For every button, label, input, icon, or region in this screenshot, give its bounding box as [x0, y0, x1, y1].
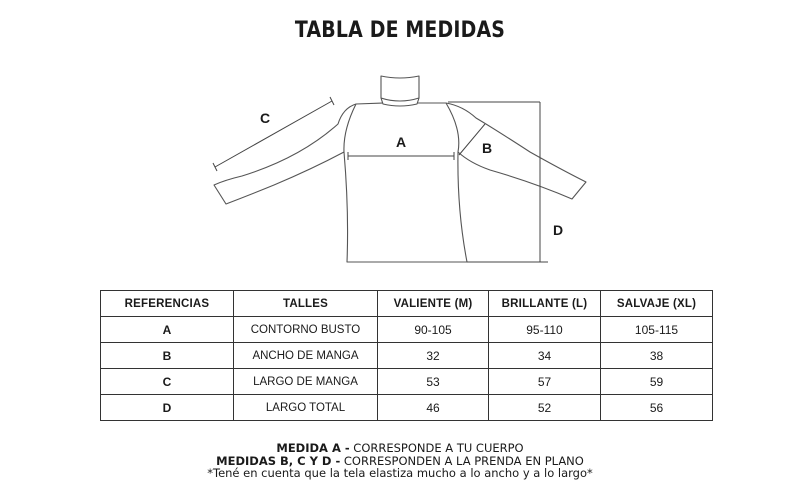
header-valiente: VALIENTE (M): [378, 291, 489, 317]
measure-c-line: [215, 101, 332, 167]
header-referencias: REFERENCIAS: [101, 291, 234, 317]
row-value-xl: 56: [601, 395, 713, 421]
row-talle: LARGO TOTAL: [234, 395, 378, 421]
row-value-l: 57: [489, 369, 601, 395]
row-value-xl: 38: [601, 343, 713, 369]
note-line-3: *Tené en cuenta que la tela elastiza mucho a lo ancho y a lo largo*: [207, 466, 593, 480]
row-ref: B: [101, 343, 234, 369]
row-talle: LARGO DE MANGA: [234, 369, 378, 395]
row-value-m: 46: [378, 395, 489, 421]
note-1-bold: MEDIDA A -: [276, 441, 350, 455]
row-value-xl: 105-115: [601, 317, 713, 343]
row-value-m: 90-105: [378, 317, 489, 343]
row-talle: CONTORNO BUSTO: [234, 317, 378, 343]
table-row: [101, 343, 713, 369]
table-row: [101, 395, 713, 421]
notes: [0, 442, 800, 480]
table-header-row: [101, 291, 713, 317]
row-value-m: 53: [378, 369, 489, 395]
note-2-bold: MEDIDAS B, C Y D -: [216, 453, 341, 468]
label-b: B: [481, 140, 493, 156]
page-title: TABLA DE MEDIDAS: [294, 18, 506, 43]
turtleneck-outline: [214, 76, 586, 262]
row-value-xl: 59: [601, 369, 713, 395]
table-row: [101, 369, 713, 395]
row-value-l: 95-110: [489, 317, 601, 343]
table-row: [101, 317, 713, 343]
row-ref: C: [101, 369, 234, 395]
row-talle: ANCHO DE MANGA: [234, 343, 378, 369]
row-ref: A: [101, 317, 234, 343]
label-a: A: [395, 134, 407, 150]
label-d: D: [552, 222, 564, 238]
row-ref: D: [101, 395, 234, 421]
row-value-l: 34: [489, 343, 601, 369]
header-brillante: BRILLANTE (L): [489, 291, 601, 317]
label-c: C: [259, 110, 271, 126]
row-value-m: 32: [378, 343, 489, 369]
header-talles: TALLES: [234, 291, 378, 317]
note-1-text: CORRESPONDE A TU CUERPO: [349, 441, 524, 455]
header-salvaje: SALVAJE (XL): [601, 291, 713, 317]
note-2-text: CORRESPONDEN A LA PRENDA EN PLANO: [340, 453, 584, 468]
row-value-l: 52: [489, 395, 601, 421]
size-table: [100, 290, 713, 421]
